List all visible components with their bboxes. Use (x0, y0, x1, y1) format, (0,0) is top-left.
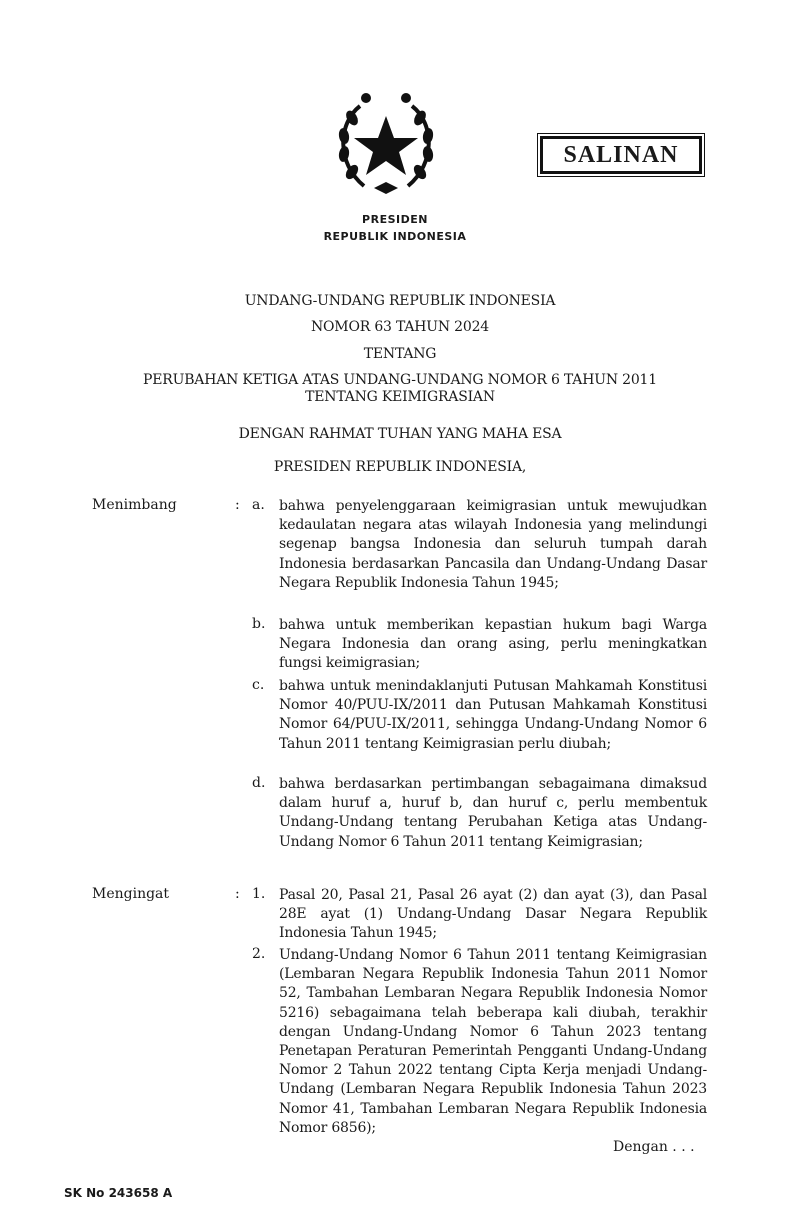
next-page-catchword: Dengan . . . (613, 1139, 695, 1155)
menimbang-item-c: bahwa untuk menindaklanjuti Putusan Mahkamah Konstitusi Nomor 40/PUU-IX/2011 dan Putusan Mahkamah Konstitusi Nomor 64/PUU-IX/2011, sehingga Undang-Undang Nomor 6 Tahun 2011 tentang Keimigrasian perlu diubah; (279, 678, 707, 752)
title-line-6: DENGAN RAHMAT TUHAN YANG MAHA ESA (238, 426, 562, 442)
salinan-stamp: SALINAN (540, 136, 702, 174)
menimbang-mark-d: d. (252, 775, 266, 791)
mengingat-item-2: Undang-Undang Nomor 6 Tahun 2011 tentang Keimigrasian (Lembaran Negara Republik Indonesia Tahun 2011 Nomor 52, Tambahan Lembaran Negara Republik Indonesia Nomor 5216) sebagaimana telah beberapa kali diubah, terakhir dengan Undang-Undang Nomor 6 Tahun 2023 tentang Penetapan Peraturan Pemerintah Pengganti Undang-Undang Nomor 2 Tahun 2022 tentang Cipta Kerja menjadi Undang-Undang (Lembaran Negara Republik Indonesia Tahun 2023 Nomor 41, Tambahan Lembaran Negara Republik Indonesia Nomor 6856); (279, 947, 707, 1136)
menimbang-item-b: bahwa untuk memberikan kepastian hukum bagi Warga Negara Indonesia dan orang asing, perlu meningkatkan fungsi keimigrasian; (279, 617, 707, 672)
menimbang-mark-a: a. (252, 497, 265, 513)
menimbang-item-a: bahwa penyelenggaraan keimigrasian untuk mewujudkan kedaulatan negara atas wilayah Indonesia yang melindungi segenap bangsa Indonesia dan seluruh tumpah darah Indonesia berdasarkan Pancasila dan Undang-Undang Dasar Negara Republik Indonesia Tahun 1945; (279, 498, 707, 591)
title-line-4: PERUBAHAN KETIGA ATAS UNDANG-UNDANG NOMOR 6 TAHUN 2011 (143, 372, 657, 388)
menimbang-colon: : (235, 497, 240, 513)
title-line-7: PRESIDEN REPUBLIK INDONESIA, (273, 459, 527, 475)
mengingat-label: Mengingat (92, 886, 170, 902)
menimbang-item-d: bahwa berdasarkan pertimbangan sebagaimana dimaksud dalam huruf a, huruf b, dan huruf c, perlu membentuk Undang-Undang tentang Perubahan Ketiga atas Undang-Undang Nomor 6 Tahun 2011 tentang Keimigrasian; (279, 776, 707, 850)
presidential-emblem-icon (330, 88, 442, 198)
menimbang-mark-c: c. (252, 677, 265, 693)
mengingat-mark-1: 1. (252, 886, 266, 902)
title-line-2: NOMOR 63 TAHUN 2024 (310, 319, 489, 335)
menimbang-mark-b: b. (252, 616, 266, 632)
title-line-1: UNDANG-UNDANG REPUBLIK INDONESIA (244, 293, 556, 309)
menimbang-label: Menimbang (92, 497, 177, 513)
mengingat-item-1: Pasal 20, Pasal 21, Pasal 26 ayat (2) dan ayat (3), dan Pasal 28E ayat (1) Undang-Undang Dasar Negara Republik Indonesia Tahun 1945; (279, 887, 707, 942)
title-line-3: TENTANG (363, 346, 437, 362)
sk-serial-number: SK No 243658 A (64, 1186, 173, 1200)
mengingat-mark-2: 2. (252, 946, 266, 962)
issuer-line-2: REPUBLIK INDONESIA (323, 230, 467, 243)
title-line-5: TENTANG KEIMIGRASIAN (305, 389, 495, 405)
issuer-line-1: PRESIDEN (362, 213, 428, 226)
mengingat-colon: : (235, 886, 240, 902)
